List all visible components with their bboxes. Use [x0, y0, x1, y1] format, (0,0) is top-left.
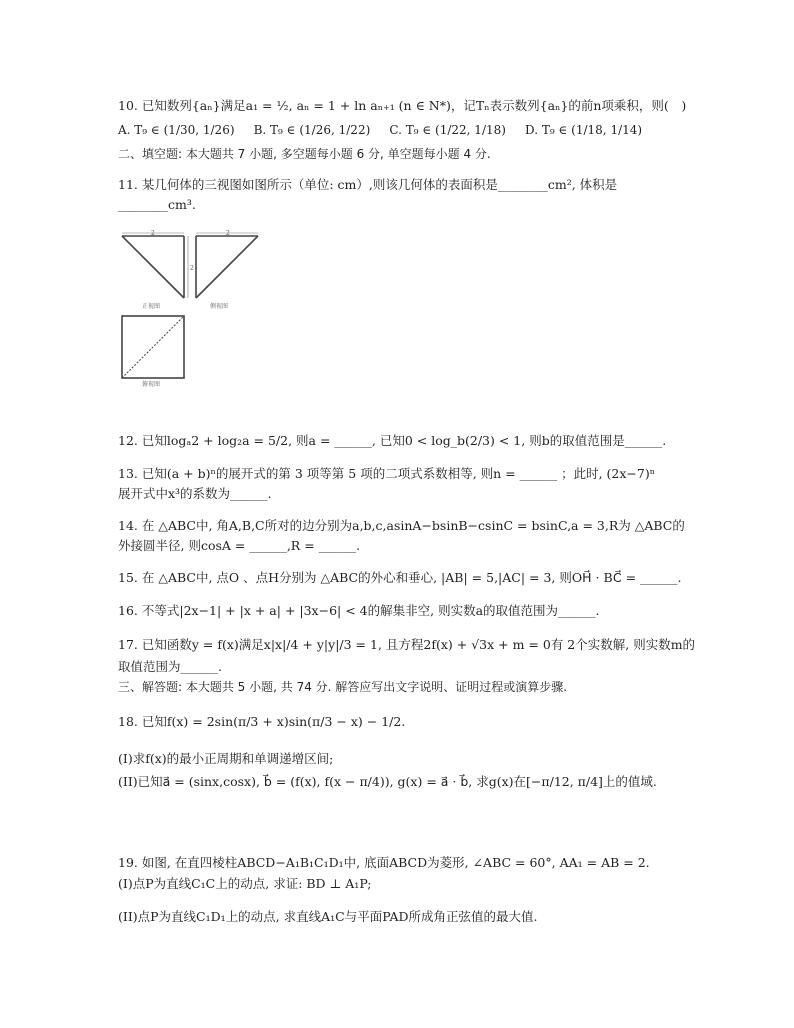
option-b: B. T₉ ∈ (1/26, 1/22) [253, 123, 371, 137]
three-view-figure [118, 230, 268, 390]
question-12: 12. 已知logₐ2 + log₂a = 5/2, 则a = ______, 已知0 < log_b(2/3) < 1, 则b的取值范围是______. [118, 433, 667, 448]
question-19-part1: (I)点P为直线C₁C上的动点, 求证: BD ⊥ A₁P; [118, 876, 372, 891]
section-2-heading: 二、填空题: 本大题共 7 小题, 多空题每小题 6 分, 单空题每小题 4 分. [118, 147, 491, 161]
question-11-line1: 11. 某几何体的三视图如图所示（单位: cm）,则该几何体的表面积是________cm², 体积是 [118, 177, 618, 192]
question-18-part1: (I)求f(x)的最小正周期和单调递增区间; [118, 751, 334, 766]
question-14-line1: 14. 在 △ABC中, 角A,B,C所对的边分别为a,b,c,asinA−bsinB−csinC = bsinC,a = 3,R为 △ABC的 [118, 518, 685, 533]
section-3-heading: 三、解答题: 本大题共 5 小题, 共 74 分. 解答应写出文字说明、证明过程或演算步骤. [118, 680, 568, 694]
option-a: A. T₉ ∈ (1/30, 1/26) [118, 123, 235, 137]
question-10-options [118, 122, 642, 138]
question-18-stem: 18. 已知f(x) = 2sin(π/3 + x)sin(π/3 − x) − 1/2. [118, 714, 406, 729]
question-10-stem: 10. 已知数列{aₙ}满足a₁ = ½, aₙ = 1 + ln aₙ₊₁ (n ∈ N*)，记Tₙ表示数列{aₙ}的前n项乘积，则( ) [118, 98, 687, 113]
front-height-label: 2 [190, 265, 194, 272]
front-view-hypotenuse [122, 236, 184, 298]
question-17-line2: 取值范围为______. [118, 659, 222, 674]
question-14-line2: 外接圆半径, 则cosA = ______,R = ______. [118, 538, 361, 553]
question-18-part2: (II)已知a⃗ = (sinx,cosx), b⃗ = (f(x), f(x − π/4)), g(x) = a⃗ · b⃗, 求g(x)在[−π/12, π/4]上的值域. [118, 774, 657, 789]
top-view-diagonal [122, 316, 184, 378]
side-view-hypotenuse [196, 236, 258, 298]
option-c: C. T₉ ∈ (1/22, 1/18) [389, 123, 506, 137]
front-dim-label: 2 [151, 230, 155, 237]
question-11-line2: ________cm³. [118, 197, 196, 212]
top-view-caption: 俯视图 [142, 381, 161, 388]
option-d: D. T₉ ∈ (1/18, 1/14) [525, 123, 643, 137]
question-15: 15. 在 △ABC中, 点O 、点H分别为 △ABC的外心和垂心, |AB| = 5,|AC| = 3, 则OH⃗ · BC⃗ = ______. [118, 570, 682, 585]
question-19-part2: (II)点P为直线C₁D₁上的动点, 求直线A₁C与平面PAD所成角正弦值的最大值. [118, 909, 538, 924]
question-17-line1: 17. 已知函数y = f(x)满足x|x|/4 + y|y|/3 = 1, 且方程2f(x) + √3x + m = 0有 2个实数解, 则实数m的 [118, 637, 696, 652]
question-19-stem: 19. 如图, 在直四棱柱ABCD−A₁B₁C₁D₁中, 底面ABCD为菱形, ∠ABC = 60°, AA₁ = AB = 2. [118, 855, 650, 870]
question-13-line1: 13. 已知(a + b)ⁿ的展开式的第 3 项等第 5 项的二项式系数相等, 则n = ______ ；此时, (2x−7)ⁿ [118, 466, 656, 481]
question-16: 16. 不等式|2x−1| + |x + a| + |3x−6| < 4的解集非空, 则实数a的取值范围为______. [118, 603, 600, 618]
side-view-caption: 侧视图 [210, 303, 229, 310]
side-dim-label: 2 [226, 230, 230, 237]
question-13-line2: 展开式中x³的系数为______. [118, 486, 272, 501]
front-view-caption: 正视图 [142, 303, 161, 310]
three-view-drawing [118, 230, 268, 390]
